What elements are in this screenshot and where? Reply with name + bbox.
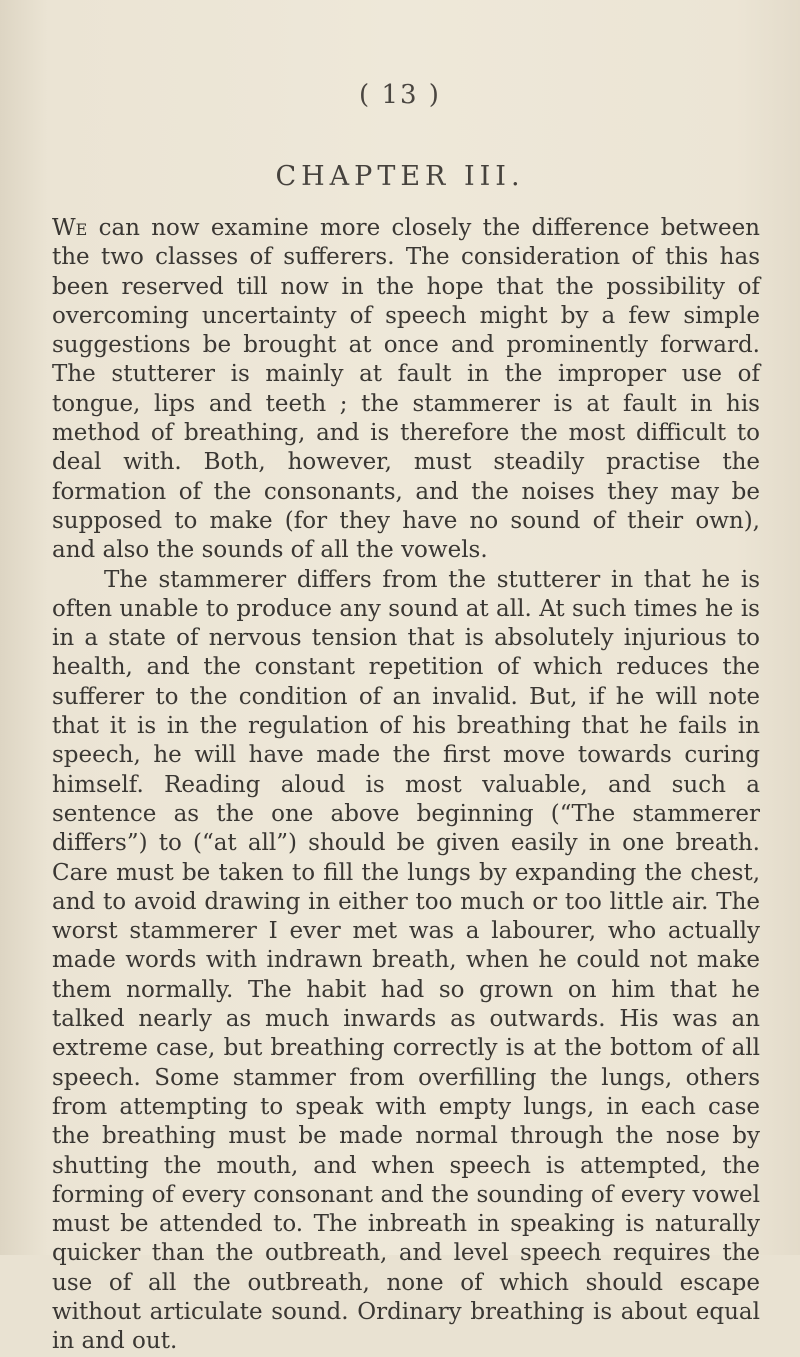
chapter-heading: CHAPTER III.: [275, 161, 525, 192]
paragraph-1-text: can now examine more closely the difference between the two classes of sufferers. The consideration of this has been reserved till now in the hope that the possibility of overcoming uncertainty of speech might by a few simple suggestions be brought at once and prominently forward. The stutterer is mainly at fault in the improper use of tongue, lips and teeth ; the stammerer is at fault in his method of breathing, and is therefore the most difficult to deal with. Both, however, must steadily practise the formation of the consonants, and the noises they may be supposed to make (for they have no sound of their own), and also the sounds of all the vowels.: [52, 215, 760, 564]
paragraph-2: [52, 566, 760, 1357]
chapter-body: [52, 214, 760, 1357]
paragraph-1-lead-word: We: [52, 215, 88, 241]
page-number: ( 13 ): [359, 80, 441, 110]
paragraph-2-text: The stammerer differs from the stutterer in that he is often unable to produce any sound at all. At such times he is in a state of nervous tension that is absolutely injurious to health, and the constant repetition of which reduces the sufferer to the condition of an invalid. But, if he will note that it is in the regulation of his breathing that he fails in speech, he will have made the first move towards curing himself. Reading aloud is most valuable, and such a sentence as the one above beginning (“The stammerer differs”) to (“at all”) should be given easily in one breath. Care must be taken to fill the lungs by expanding the chest, and to avoid drawing in either too much or too little air. The worst stammerer I ever met was a labourer, who actually made words with indrawn breath, when he could not make them normally. The habit had so grown on him that he talked nearly as much inwards as outwards. His was an extreme case, but breathing correctly is at the bottom of all speech. Some stammer from overfilling the lungs, others from attempting to speak with empty lungs, in each case the breathing must be made normal through the nose by shutting the mouth, and when speech is attempted, the forming of every consonant and the sounding of every vowel must be attended to. The inbreath in speaking is naturally quicker than the outbreath, and level speech requires the use of all the outbreath, none of which should escape without articulate sound. Ordinary breathing is about equal in and out.: [52, 566, 760, 1355]
paragraph-1: [52, 214, 760, 566]
